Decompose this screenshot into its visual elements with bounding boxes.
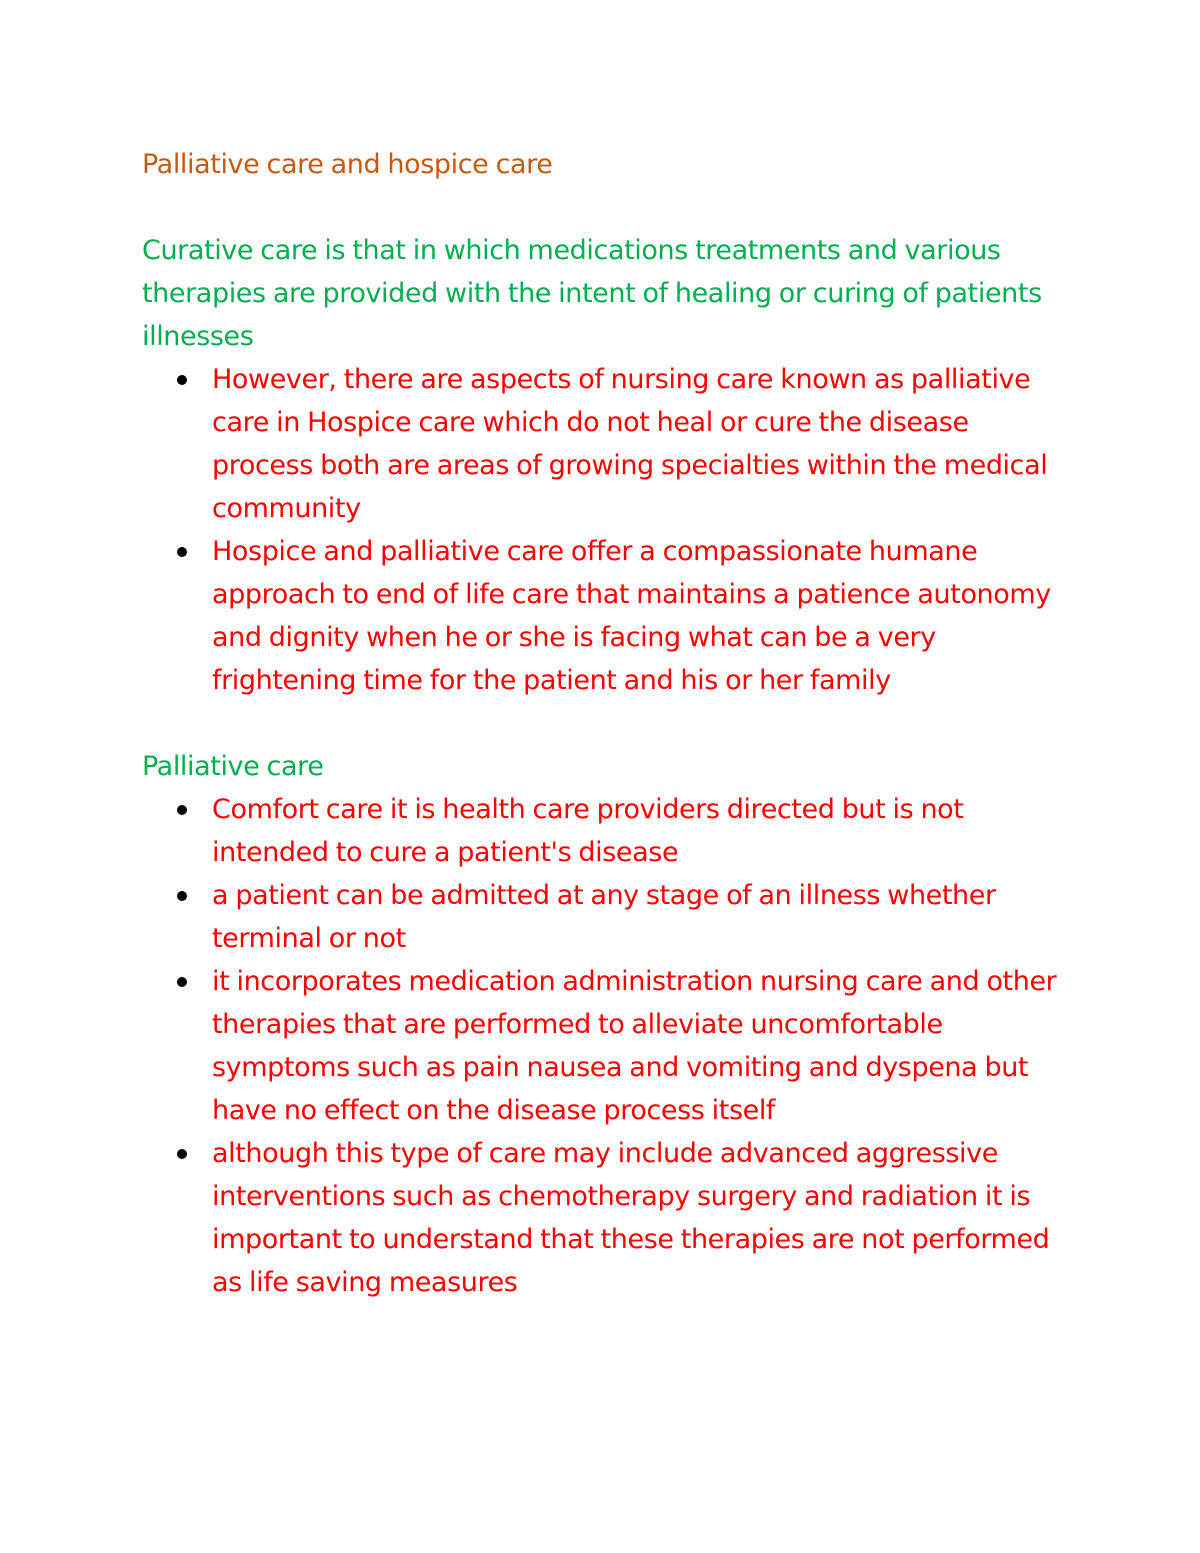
bullet-dot-icon [177, 891, 187, 901]
bullet-dot-icon [177, 547, 187, 557]
bullet-dot-icon [177, 805, 187, 815]
section-lead-palliative-care: Palliative care [142, 751, 324, 782]
list-item [142, 788, 1062, 874]
bullet-dot-icon [177, 1149, 187, 1159]
spacer [142, 186, 1062, 229]
document-title: Palliative care and hospice care [142, 149, 553, 180]
list-item [142, 1132, 1062, 1304]
list-item-text: although this type of care may include advanced aggressive interventions such as chemotherapy surgery and radiation it is important to understand that these therapies are not performed as life saving measures [212, 1138, 1050, 1298]
list-item [142, 960, 1062, 1132]
list-item [142, 358, 1062, 530]
list-item-text: Comfort care it is health care providers directed but is not intended to cure a patient's disease [212, 794, 964, 868]
section-bullets-palliative-care [142, 788, 1062, 1304]
document-content [142, 143, 1062, 1304]
bullet-dot-icon [177, 375, 187, 385]
bullet-dot-icon [177, 977, 187, 987]
list-item-text: However, there are aspects of nursing care known as palliative care in Hospice care which do not heal or cure the disease process both are areas of growing specialties within the medical community [212, 364, 1048, 524]
spacer [142, 702, 1062, 745]
list-item-text: a patient can be admitted at any stage of an illness whether terminal or not [212, 880, 996, 954]
list-item [142, 874, 1062, 960]
section-lead-curative-care: Curative care is that in which medications treatments and various therapies are provided with the intent of healing or curing of patients illnesses [142, 235, 1042, 352]
list-item-text: it incorporates medication administration nursing care and other therapies that are performed to alleviate uncomfortable symptoms such as pain nausea and vomiting and dyspena but have no effect on the disease process itself [212, 966, 1057, 1126]
section-bullets-curative-care [142, 358, 1062, 702]
list-item [142, 530, 1062, 702]
list-item-text: Hospice and palliative care offer a compassionate humane approach to end of life care that maintains a patience autonomy and dignity when he or she is facing what can be a very frightening time for the patient and his or her family [212, 536, 1051, 696]
